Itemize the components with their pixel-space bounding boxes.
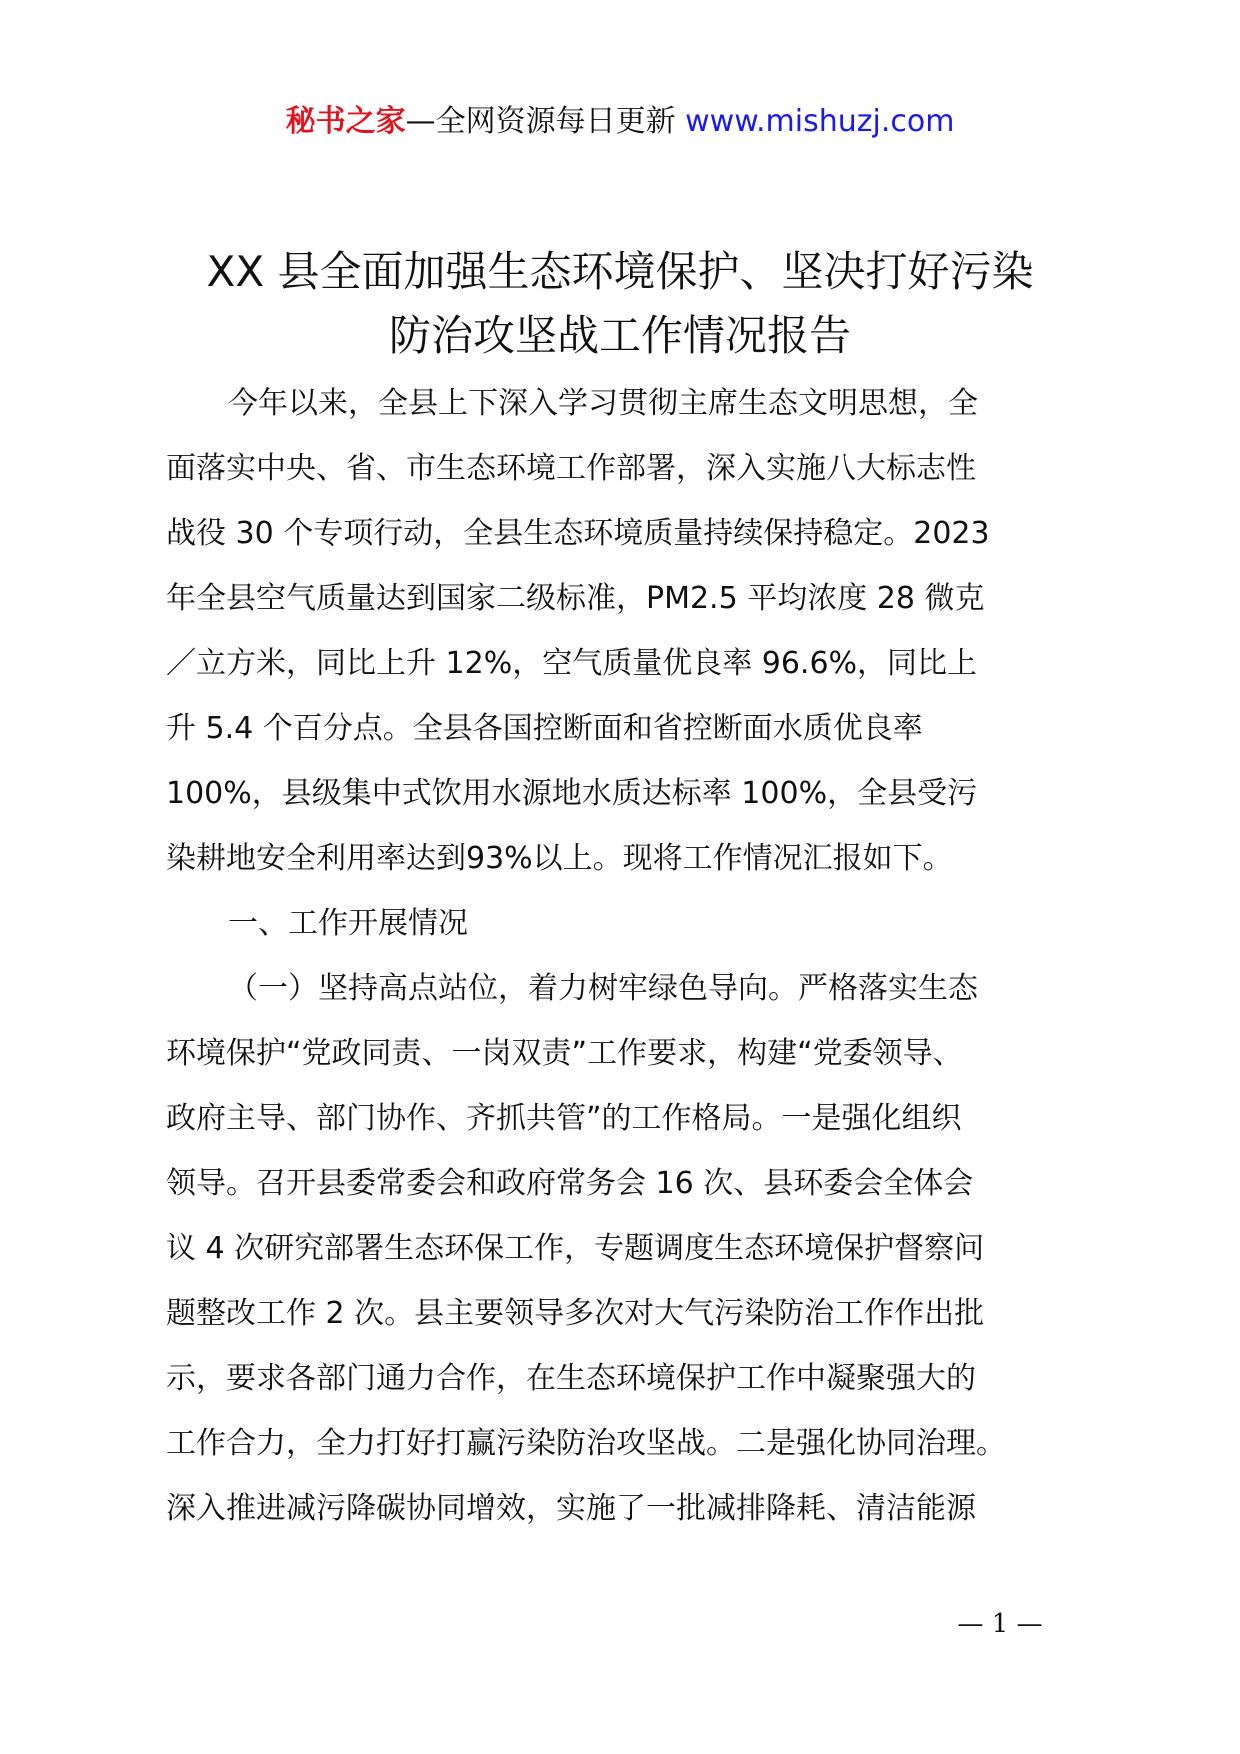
body-line: 示，要求各部门通力合作，在生态环境保护工作中凝聚强大的 — [166, 1361, 976, 1396]
body-line: 议 4 次研究部署生态环保工作，专题调度生态环境保护督察问 — [166, 1231, 985, 1266]
site-url-link[interactable]: www.mishuzj.com — [685, 104, 955, 139]
page-number: — 1 — — [957, 1609, 1043, 1639]
body-line: （一）坚持高点站位，着力树牢绿色导向。严格落实生态 — [228, 971, 978, 1006]
body-line: 年全县空气质量达到国家二级标准，PM2.5 平均浓度 28 微克 — [166, 581, 985, 616]
body-line: ／立方米，同比上升 12%，空气质量优良率 96.6%，同比上 — [166, 646, 978, 681]
body-line: 染耕地安全利用率达到93%以上。现将工作情况汇报如下。 — [166, 841, 953, 876]
site-tagline: —全网资源每日更新 — [405, 104, 676, 139]
title-line-1: XX 县全面加强生态环境保护、坚决打好污染 — [206, 247, 1034, 296]
body-line: 战役 30 个专项行动，全县生态环境质量持续保持稳定。2023 — [166, 516, 990, 551]
body-line: 100%，县级集中式饮用水源地水质达标率 100%，全县受污 — [166, 776, 978, 811]
section-heading: 一、工作开展情况 — [228, 906, 468, 941]
body-line: 面落实中央、省、市生态环境工作部署，深入实施八大标志性 — [166, 451, 976, 486]
body-line: 政府主导、部门协作、齐抓共管”的工作格局。一是强化组织 — [166, 1101, 962, 1136]
body-line: 领导。召开县委常委会和政府常务会 16 次、县环委会全体会 — [166, 1166, 974, 1201]
document-body — [166, 371, 1086, 1541]
site-header — [0, 102, 1240, 142]
site-brand: 秘书之家 — [285, 104, 406, 139]
title-line-2: 防治攻坚战工作情况报告 — [388, 311, 851, 360]
body-line: 深入推进减污降碳协同增效，实施了一批减排降耗、清洁能源 — [166, 1491, 976, 1526]
body-line: 环境保护“党政同责、一岗双责”工作要求，构建“党委领导、 — [166, 1036, 963, 1071]
body-line: 题整改工作 2 次。县主要领导多次对大气污染防治工作作出批 — [166, 1296, 985, 1331]
body-line: 升 5.4 个百分点。全县各国控断面和省控断面水质优良率 — [166, 711, 923, 746]
document-title — [120, 240, 1120, 368]
body-line: 工作合力，全力打好打赢污染防治攻坚战。二是强化协同治理。 — [166, 1426, 1006, 1461]
body-line: 今年以来，全县上下深入学习贯彻主席生态文明思想，全 — [228, 386, 978, 421]
